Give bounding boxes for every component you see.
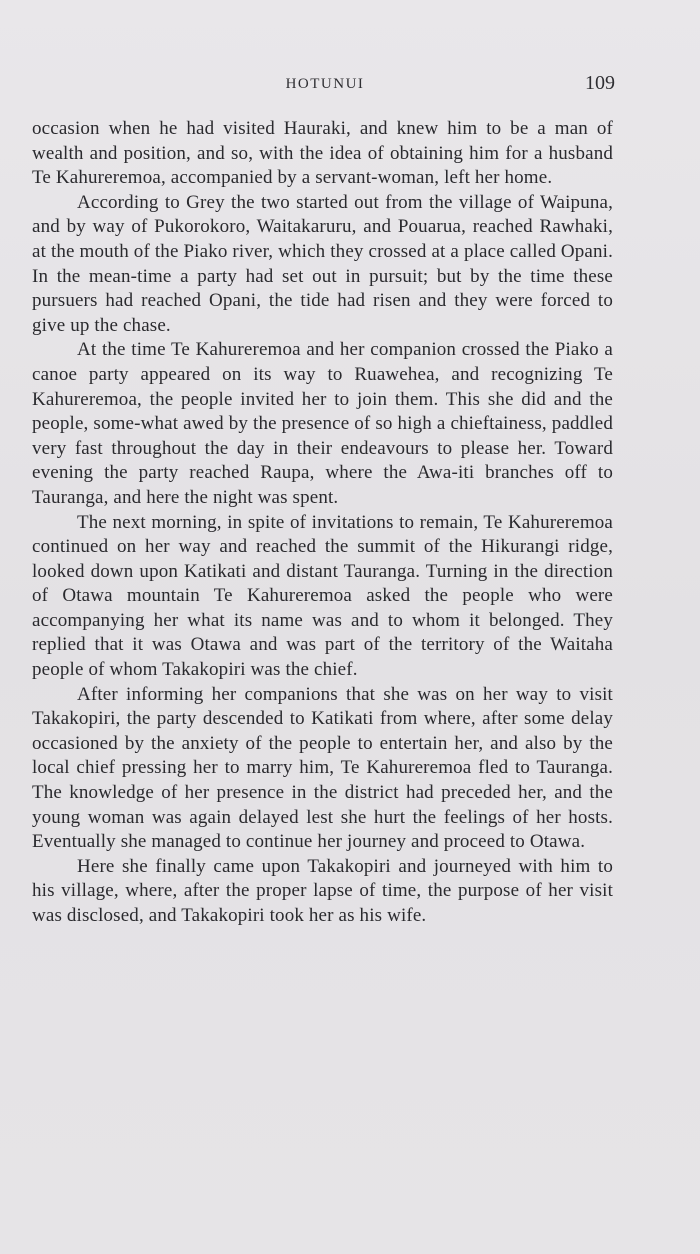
- running-title: HOTUNUI: [285, 76, 365, 92]
- paragraph-5: After informing her companions that she was on her way to visit Takakopiri, the party descended to Katikati from where, after some delay occasioned by the anxiety of the people to entertain her, and also by the local chief pressing her to marry him, Te Kahureremoa fled to Tauranga. The knowledge of her presence in the district had preceded her, and the young woman was again delayed lest she hurt the feelings of her hosts. Eventually she managed to continue her journey and proceed to Otawa.: [32, 683, 613, 853]
- paragraph-4: The next morning, in spite of invitations to remain, Te Kahureremoa continued on her way and reached the summit of the Hikurangi ridge, looked down upon Katikati and distant Tauranga. Turning in the direction of Otawa mountain Te Kahureremoa asked the people who were accompanying her what its name was and to whom it belonged. They replied that it was Otawa and was part of the territory of the Waitaha people of whom Takakopiri was the chief.: [32, 511, 613, 681]
- body-text: [32, 117, 613, 929]
- paragraph-1: occasion when he had visited Hauraki, and knew him to be a man of wealth and position, and so, with the idea of obtaining him for a husband Te Kahureremoa, accompanied by a servant-woman, left her home.: [32, 118, 613, 189]
- paragraph-6: Here she finally came upon Takakopiri and journeyed with him to his village, where, after the proper lapse of time, the purpose of her visit was disclosed, and Takakopiri took her as his wife.: [32, 855, 613, 926]
- page-number: 109: [585, 72, 615, 94]
- paragraph-2: According to Grey the two started out from the village of Waipuna, and by way of Pukorokoro, Waitakaruru, and Pouarua, reached Rawhaki, at the mouth of the Piako river, which they crossed at a place called Opani. In the mean-time a party had set out in pursuit; but by the time these pursuers had reached Opani, the tide had risen and they were forced to give up the chase.: [32, 191, 613, 336]
- paragraph-3: At the time Te Kahureremoa and her companion crossed the Piako a canoe party appeared on its way to Ruawehea, and recognizing Te Kahureremoa, the people invited her to join them. This she did and the people, some-what awed by the presence of so high a chieftainess, paddled very fast throughout the day in their endeavours to please her. Toward evening the party reached Raupa, where the Awa-iti branches off to Tauranga, and here the night was spent.: [32, 339, 613, 508]
